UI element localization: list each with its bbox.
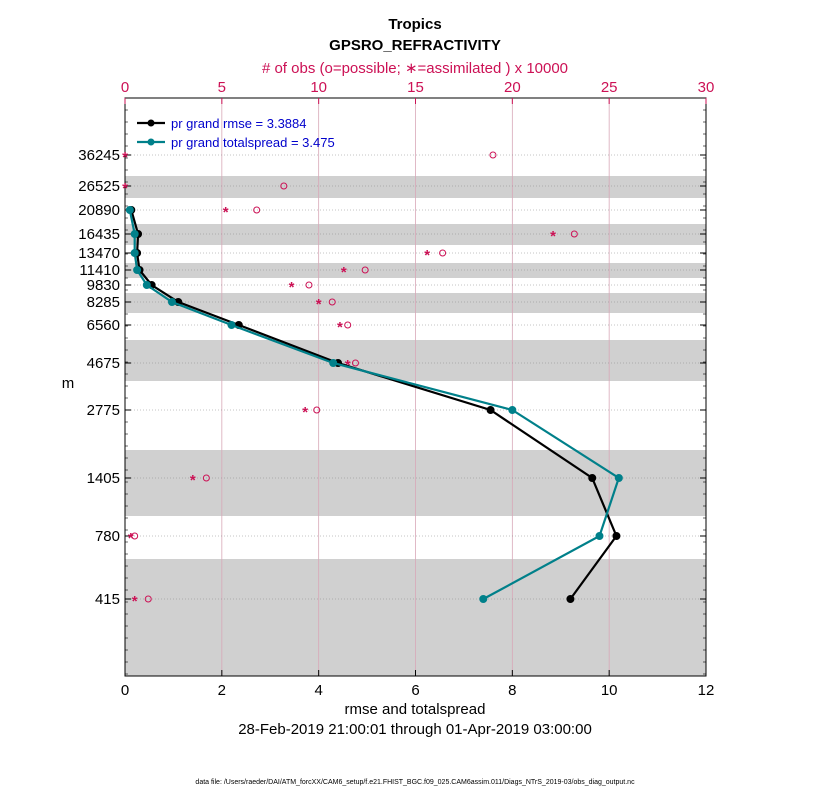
x-tick-label: 12 xyxy=(697,682,715,699)
obs-possible-marker xyxy=(490,152,496,158)
top-tick-label: 15 xyxy=(407,79,424,96)
series-point xyxy=(596,533,603,540)
obs-assimilated-marker: * xyxy=(337,319,343,336)
series-point xyxy=(126,207,133,214)
y-tick-label: 11410 xyxy=(79,262,120,279)
y-tick-label: 8285 xyxy=(86,294,120,311)
obs-assimilated-marker: * xyxy=(340,264,347,281)
y-tick-label: 13470 xyxy=(78,245,120,262)
obs-assimilated-marker: * xyxy=(424,247,431,264)
obs-assimilated-marker: * xyxy=(122,180,128,197)
series-point xyxy=(589,475,596,482)
x-tick-label: 10 xyxy=(600,682,618,699)
series-point xyxy=(613,533,620,540)
obs-assimilated-marker: * xyxy=(302,404,309,421)
x-tick-label: 2 xyxy=(217,682,227,699)
top-tick-label: 30 xyxy=(697,79,715,96)
series-point xyxy=(134,267,141,274)
chart-subtitle: GPSRO_REFRACTIVITY xyxy=(329,37,501,54)
y-tick-label: 1405 xyxy=(86,470,120,487)
y-tick-label: 780 xyxy=(94,528,120,545)
top-tick-label: 10 xyxy=(310,79,328,96)
y-axis-label: m xyxy=(61,375,75,392)
legend xyxy=(137,116,335,150)
top-tick-label: 5 xyxy=(217,79,227,96)
obs-assimilated-marker: * xyxy=(344,357,351,374)
y-tick-label: 6560 xyxy=(86,317,120,334)
legend-label: pr grand totalspread = 3.475 xyxy=(171,135,335,150)
obs-assimilated-marker: * xyxy=(122,149,128,166)
series-point xyxy=(480,596,487,603)
y-tick-label: 415 xyxy=(94,591,120,608)
date-range: 28-Feb-2019 21:00:01 through 01-Apr-2019 03:00:00 xyxy=(238,721,592,738)
obs-assimilated-marker: * xyxy=(550,228,556,245)
series-point xyxy=(615,475,622,482)
y-tick-label: 16435 xyxy=(78,226,120,243)
y-tick-label: 4675 xyxy=(86,355,120,372)
series-point xyxy=(131,250,138,257)
chart-title: Tropics xyxy=(388,16,442,33)
x-tick-label: 4 xyxy=(314,682,323,699)
x-tick-label: 8 xyxy=(508,682,517,699)
top-tick-label: 0 xyxy=(120,79,130,96)
legend-marker xyxy=(148,139,155,146)
series-point xyxy=(228,322,235,329)
top-tick-label: 20 xyxy=(503,79,521,96)
legend-marker xyxy=(148,120,155,127)
y-tick-label: 36245 xyxy=(78,147,120,164)
legend-label: pr grand rmse = 3.3884 xyxy=(171,116,307,131)
series-point xyxy=(567,596,574,603)
series-point xyxy=(509,407,516,414)
y-tick-label: 9830 xyxy=(86,277,120,294)
y-tick-label: 2775 xyxy=(86,402,120,419)
obs-assimilated-marker: * xyxy=(222,204,229,221)
obs-assimilated-marker: * xyxy=(189,472,196,489)
top-tick-label: 25 xyxy=(600,79,618,96)
obs-assimilated-marker: * xyxy=(288,279,295,296)
obs-assimilated-marker: * xyxy=(315,296,322,313)
series-point xyxy=(168,299,175,306)
footer-data-file: data file: /Users/raeder/DAI/ATM_forcXX/CAM6_setup/f.e21.FHIST_BGC.f09_025.CAM6assim.011/Diags_NTrS_2019-03/obs_diag_output.nc xyxy=(195,779,635,786)
y-tick-label: 20890 xyxy=(78,202,120,219)
obs-assimilated-marker: * xyxy=(131,593,138,610)
top-axis-label: # of obs (o=possible; ∗=assimilated ) x 10000 xyxy=(261,60,569,77)
x-tick-label: 6 xyxy=(411,682,420,699)
series-point xyxy=(330,360,337,367)
series-point xyxy=(131,231,138,238)
y-tick-label: 26525 xyxy=(78,178,120,195)
x-axis-label: rmse and totalspread xyxy=(344,701,486,718)
x-tick-label: 0 xyxy=(120,682,130,699)
obs-assimilated-marker: * xyxy=(127,530,134,547)
series-point xyxy=(143,282,150,289)
series-point xyxy=(487,407,494,414)
